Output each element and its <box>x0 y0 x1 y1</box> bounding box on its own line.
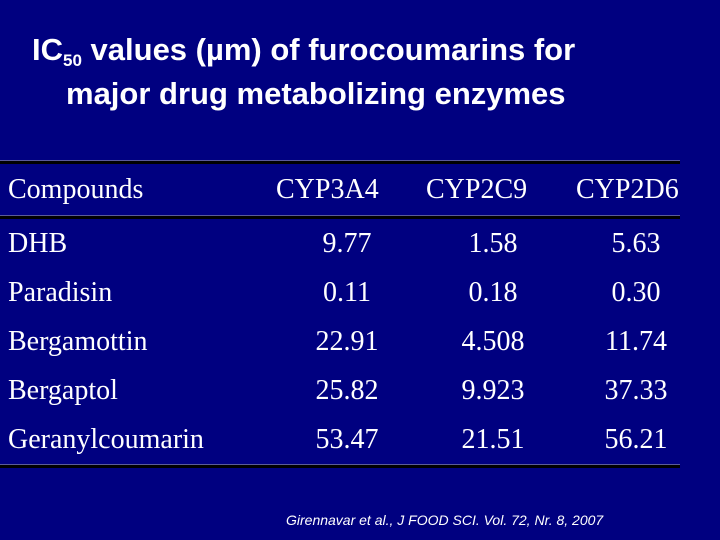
cell-cyp3a4: 22.91 <box>315 325 379 357</box>
table-row <box>0 268 680 317</box>
cell-cyp3a4: 53.47 <box>315 423 379 455</box>
cell-cyp2d6: 56.21 <box>604 423 668 455</box>
title-ic: IC <box>32 32 63 67</box>
table-header-row <box>0 164 680 215</box>
cell-compound: Geranylcoumarin <box>8 423 204 455</box>
table-row <box>0 415 680 464</box>
ic50-table <box>0 160 680 468</box>
cell-cyp3a4: 0.11 <box>323 276 371 308</box>
cell-cyp3a4: 9.77 <box>322 227 372 259</box>
table-row <box>0 219 680 268</box>
cell-cyp2d6: 5.63 <box>611 227 661 259</box>
cell-cyp2d6: 0.30 <box>611 276 661 308</box>
cell-cyp2c9: 4.508 <box>461 325 525 357</box>
cell-cyp2c9: 1.58 <box>468 227 518 259</box>
title-subscript: 50 <box>63 51 82 70</box>
cell-cyp2c9: 21.51 <box>461 423 525 455</box>
header-compounds: Compounds <box>8 173 144 205</box>
cell-compound: Bergamottin <box>8 325 148 357</box>
header-cyp2d6: CYP2D6 <box>576 173 679 205</box>
header-cyp3a4: CYP3A4 <box>276 173 379 205</box>
title-line-1-text: values (µm) of furocoumarins for <box>81 32 576 67</box>
title-line-1 <box>0 28 720 72</box>
cell-compound: Paradisin <box>8 276 113 308</box>
slide-title <box>0 28 720 116</box>
citation: Girennavar et al., J FOOD SCI. Vol. 72, Nr. 8, 2007 <box>286 512 604 528</box>
table-row <box>0 317 680 366</box>
cell-cyp3a4: 25.82 <box>315 374 379 406</box>
cell-cyp2d6: 11.74 <box>605 325 667 357</box>
cell-compound: Bergaptol <box>8 374 118 406</box>
cell-cyp2c9: 0.18 <box>468 276 518 308</box>
cell-compound: DHB <box>8 227 68 259</box>
cell-cyp2d6: 37.33 <box>604 374 668 406</box>
header-cyp2c9: CYP2C9 <box>426 173 528 205</box>
table-row <box>0 366 680 415</box>
cell-cyp2c9: 9.923 <box>461 374 525 406</box>
title-line-2: major drug metabolizing enzymes <box>66 76 566 111</box>
table-bottom-rule <box>0 464 680 468</box>
